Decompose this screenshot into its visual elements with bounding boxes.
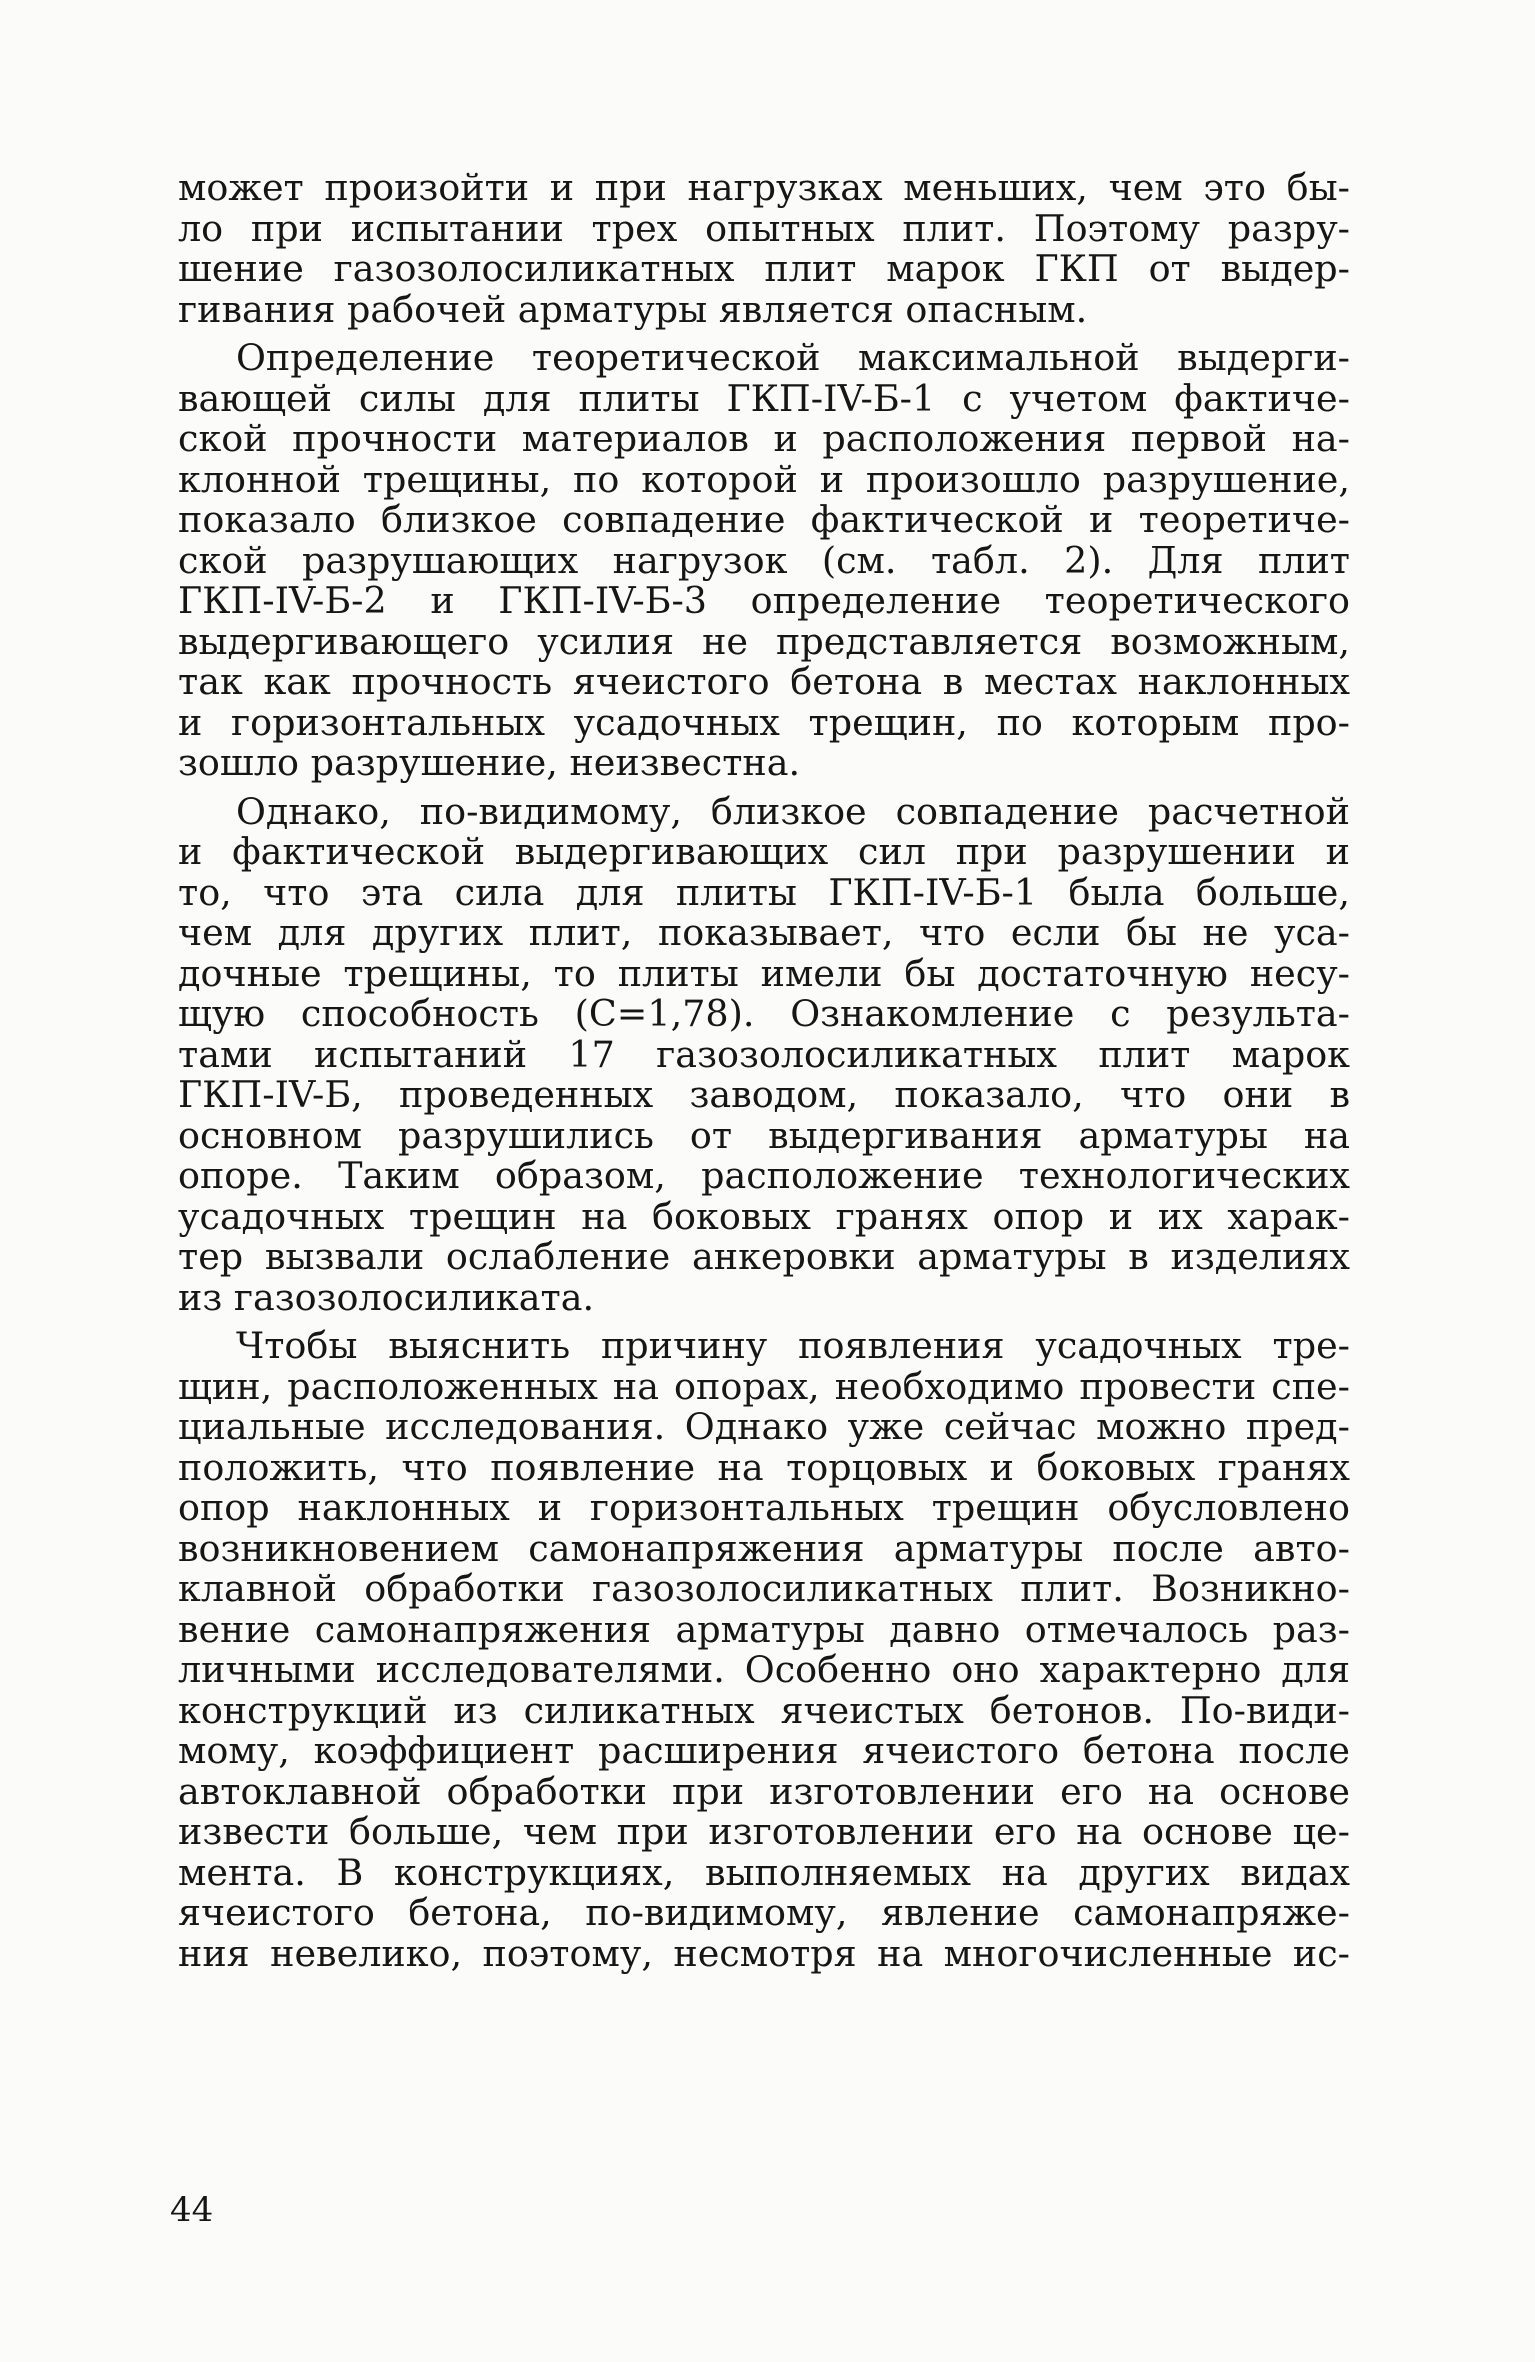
text-line: мому, коэффициент расширения ячеистого бетона после	[178, 1729, 1350, 1772]
text-line: мента. В конструкциях, выполняемых на других видах	[178, 1850, 1350, 1894]
text-line: гивания рабочей арматуры является опасным.	[178, 287, 1088, 331]
text-line: из газозолосиликата.	[178, 1275, 595, 1319]
text-line: показало близкое совпадение фактической и теоретиче-	[178, 498, 1350, 541]
text-line: основном разрушились от выдергивания арматуры на	[178, 1113, 1350, 1157]
paragraph-3	[178, 789, 1350, 1319]
text-line: выдергивающего усилия не представляется возможным,	[178, 619, 1350, 663]
text-line: и фактической выдергивающих сил при разрушении и	[178, 830, 1350, 873]
text-line: извести больше, чем при изготовлении его на основе це-	[178, 1810, 1350, 1853]
text-line: Определение теоретической максимальной выдерги-	[236, 336, 1350, 379]
text-line: положить, что появление на торцовых и боковых гранях	[178, 1445, 1350, 1489]
text-line: и горизонтальных усадочных трещин, по которым про-	[178, 700, 1350, 744]
text-line: личными исследователями. Особенно оно характерно для	[178, 1648, 1350, 1691]
text-line: циальные исследования. Однако уже сейчас можно пред-	[178, 1405, 1350, 1448]
text-line: ячеистого бетона, по-видимому, явление самонапряже-	[178, 1891, 1350, 1934]
paragraph-4	[178, 1326, 1350, 1974]
text-line: шение газозолосиликатных плит марок ГКП от выдер-	[178, 247, 1350, 290]
text-line: ло при испытании трех опытных плит. Поэтому разру-	[178, 206, 1350, 250]
text-line: ской разрушающих нагрузок (см. табл. 2). Для плит	[178, 538, 1350, 582]
text-line: вающей силы для плиты ГКП-IV-Б-1 с учетом фактиче-	[178, 376, 1350, 420]
text-line: тер вызвали ослабление анкеровки арматуры в изделиях	[178, 1235, 1350, 1278]
text-line: щую способность (C=1,78). Ознакомление с результа-	[178, 992, 1350, 1035]
text-line: ской прочности материалов и расположения первой на-	[178, 417, 1350, 460]
text-line: автоклавной обработки при изготовлении его на основе	[178, 1769, 1350, 1813]
page-number: 44	[170, 2190, 214, 2230]
paragraph-1	[178, 168, 1350, 330]
text-line: ния невелико, поэтому, несмотря на многочисленные ис-	[178, 1931, 1350, 1975]
text-line: чем для других плит, показывает, что если бы не уса-	[178, 911, 1350, 954]
text-line: усадочных трещин на боковых гранях опор и их харак-	[178, 1194, 1350, 1238]
text-line: ГКП-IV-Б-2 и ГКП-IV-Б-3 определение теоретического	[178, 579, 1350, 622]
text-line: ГКП-IV-Б, проведенных заводом, показало, что они в	[178, 1073, 1350, 1116]
text-line: Однако, по-видимому, близкое совпадение расчетной	[236, 789, 1350, 833]
text-line: клавной обработки газозолосиликатных плит. Возникно-	[178, 1567, 1350, 1610]
body-text	[178, 168, 1350, 1982]
paragraph-2	[178, 338, 1350, 784]
text-line: Чтобы выяснить причину появления усадочных тре-	[236, 1324, 1350, 1367]
text-line: клонной трещины, по которой и произошло разрушение,	[178, 457, 1350, 501]
text-line: зошло разрушение, неизвестна.	[178, 741, 801, 784]
text-line: опоре. Таким образом, расположение технологических	[178, 1154, 1350, 1197]
text-line: тами испытаний 17 газозолосиликатных плит марок	[178, 1032, 1350, 1076]
text-line: дочные трещины, то плиты имели бы достаточную несу-	[178, 951, 1350, 995]
text-line: возникновением самонапряжения арматуры после авто-	[178, 1526, 1350, 1570]
text-line: так как прочность ячеистого бетона в местах наклонных	[178, 660, 1350, 703]
text-line: вение самонапряжения арматуры давно отмечалось раз-	[178, 1607, 1350, 1651]
text-line: конструкций из силикатных ячеистых бетонов. По-види-	[178, 1688, 1350, 1732]
text-line: щин, расположенных на опорах, необходимо провести спе-	[178, 1364, 1350, 1408]
text-line: может произойти и при нагрузках меньших, чем это бы-	[178, 166, 1350, 209]
text-line: опор наклонных и горизонтальных трещин обусловлено	[178, 1486, 1350, 1529]
text-line: то, что эта сила для плиты ГКП-IV-Б-1 была больше,	[178, 870, 1350, 914]
